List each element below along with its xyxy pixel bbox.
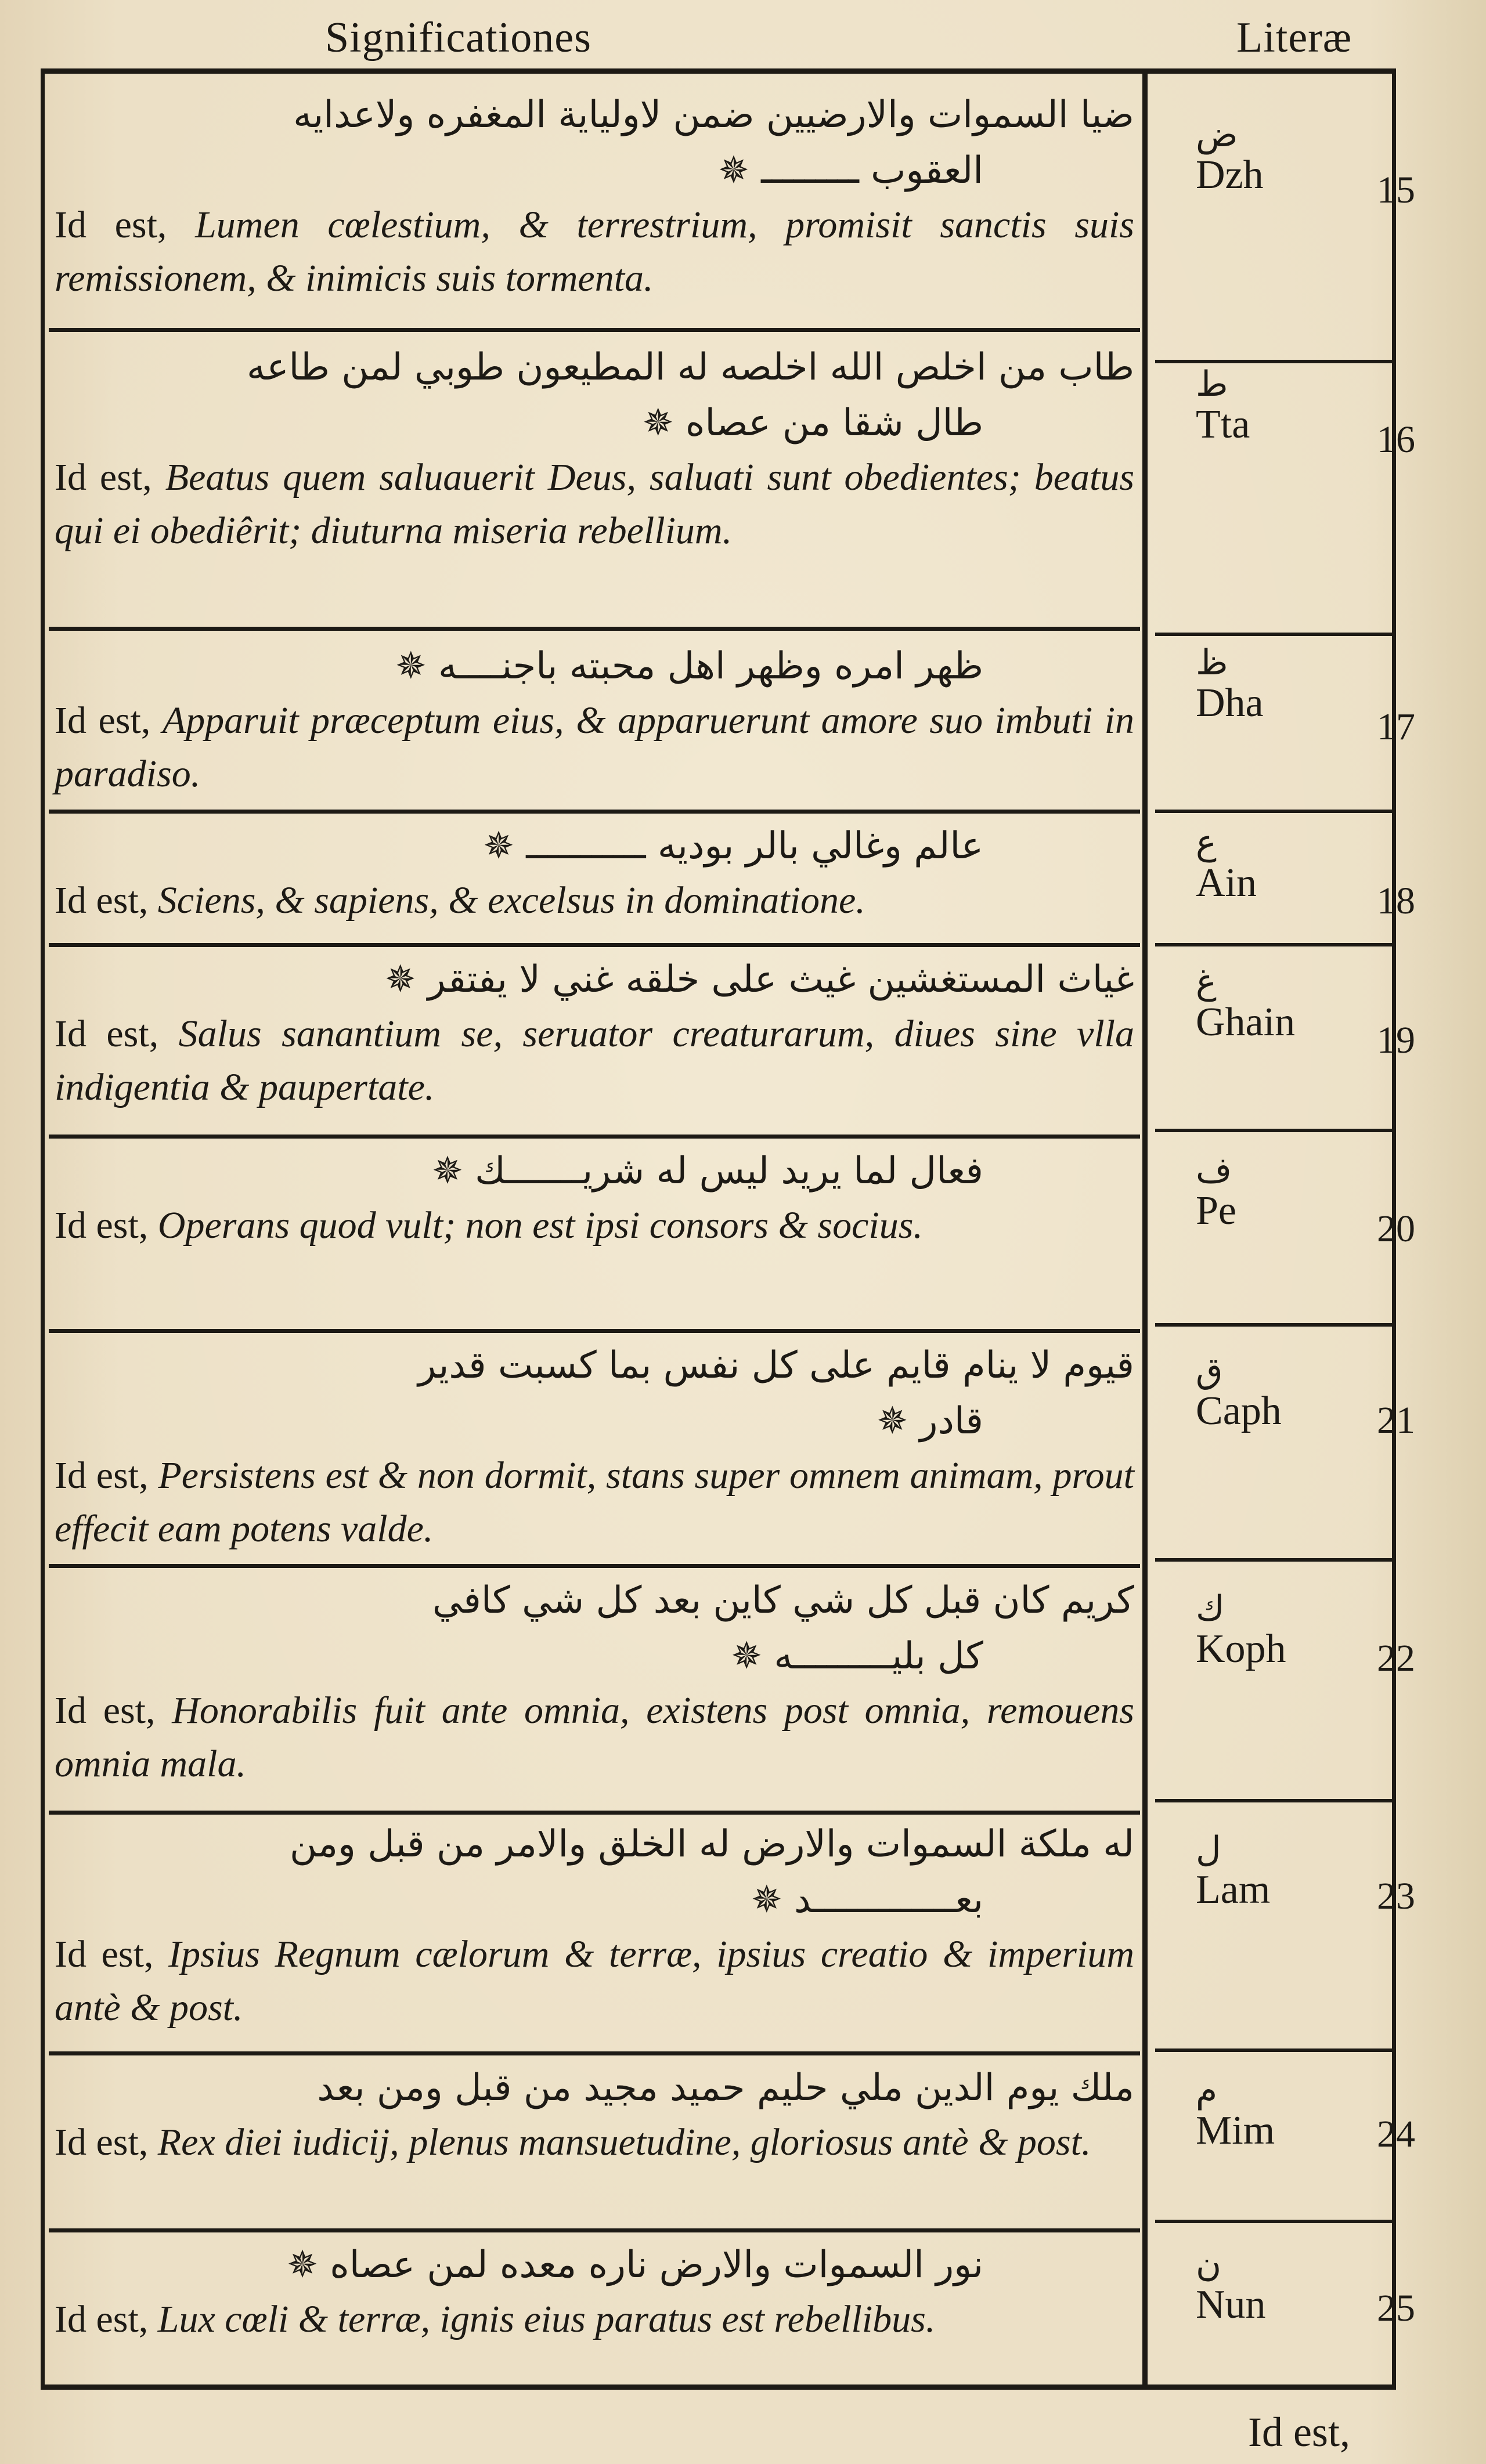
entry-separator xyxy=(49,1564,1140,1568)
letter-number: 24 xyxy=(1377,2113,1415,2155)
latin-text: Rex diei iudicij, plenus mansuetudine, gloriosus antè & post. xyxy=(157,2121,1091,2163)
letter-name: Pe xyxy=(1196,1188,1236,1233)
letter-cell xyxy=(1196,366,1335,447)
letter-cell xyxy=(1196,963,1335,1045)
letter-cell xyxy=(1196,824,1335,905)
arabic-line: نور السموات والارض ناره معده لمن عصاه ✵ xyxy=(287,2243,983,2286)
entry-20 xyxy=(49,1143,1140,1252)
entry-17 xyxy=(49,638,1140,801)
letter-number: 19 xyxy=(1377,1019,1415,1061)
arabic-line: قيوم لا ينام قايم على كل نفس بما كسبت قدير xyxy=(418,1344,1134,1387)
arabic-letter: ق xyxy=(1196,1350,1223,1391)
arabic-letter: ض xyxy=(1196,114,1238,155)
arabic-letter: ظ xyxy=(1196,642,1228,683)
letter-cell xyxy=(1196,1590,1335,1671)
latin-translation xyxy=(55,1449,1134,1556)
letter-name: Lam xyxy=(1196,1867,1271,1912)
letter-number: 15 xyxy=(1377,169,1415,211)
arabic-letter: غ xyxy=(1196,962,1217,1002)
catchword: Id est, xyxy=(1248,2409,1350,2455)
entry-18 xyxy=(49,818,1140,927)
entry-separator xyxy=(49,810,1140,814)
arabic-line: ملك يوم الدين ملي حليم حميد مجيد من قبل ومن بعد xyxy=(317,2066,1134,2109)
letter-separator xyxy=(1155,1129,1393,1132)
latin-translation xyxy=(55,198,1134,305)
letter-separator xyxy=(1155,943,1393,946)
entry-separator xyxy=(49,2228,1140,2232)
latin-text: Persistens est & non dormit, stans super omnem animam, prout effecit eam potens valde. xyxy=(55,1454,1135,1550)
letter-cell xyxy=(1196,2072,1335,2153)
letter-separator xyxy=(1155,2048,1393,2052)
entry-23 xyxy=(49,1816,1140,2035)
latin-translation xyxy=(55,1007,1134,1114)
arabic-line: له ملكة السموات والارض له الخلق والامر من قبل ومن xyxy=(290,1823,1134,1866)
entry-19 xyxy=(49,952,1140,1114)
letter-cell xyxy=(1196,116,1335,197)
latin-translation xyxy=(55,2293,1134,2346)
column-divider xyxy=(1142,68,1148,2390)
entry-separator xyxy=(49,1811,1140,1815)
letter-name: Nun xyxy=(1196,2282,1266,2327)
id-est-label: Id est, xyxy=(55,1013,159,1055)
latin-text: Sciens, & sapiens, & excelsus in dominatione. xyxy=(157,879,865,922)
arabic-line: قادر ✵ xyxy=(877,1400,983,1443)
letter-cell xyxy=(1196,2246,1335,2327)
letter-cell xyxy=(1196,1152,1335,1233)
latin-translation xyxy=(55,874,1134,927)
entry-separator xyxy=(49,1135,1140,1139)
letter-name: Ain xyxy=(1196,861,1257,905)
latin-translation xyxy=(55,1684,1134,1791)
letter-number: 17 xyxy=(1377,706,1415,748)
entry-separator xyxy=(49,328,1140,332)
letter-separator xyxy=(1155,1323,1393,1327)
latin-text: Salus sanantium se, seruator creaturarum, diues sine vlla indigentia & paupertate. xyxy=(55,1013,1135,1108)
arabic-line: العقوب ـــــــــ ✵ xyxy=(718,149,983,192)
column-header-literae: Literæ xyxy=(1236,14,1352,62)
letter-number: 20 xyxy=(1377,1208,1415,1250)
letter-number: 21 xyxy=(1377,1399,1415,1441)
entry-separator xyxy=(49,943,1140,947)
id-est-label: Id est, xyxy=(55,2298,149,2340)
letter-number: 23 xyxy=(1377,1875,1415,1917)
latin-text: Apparuit præceptum eius, & apparuerunt amore suo imbuti in paradiso. xyxy=(55,699,1135,795)
latin-text: Ipsius Regnum cælorum & terræ, ipsius creatio & imperium antè & post. xyxy=(55,1933,1135,2029)
latin-text: Operans quod vult; non est ipsi consors & socius. xyxy=(157,1204,923,1247)
id-est-label: Id est, xyxy=(55,2121,149,2163)
letter-name: Dzh xyxy=(1196,153,1264,197)
entry-separator xyxy=(49,627,1140,631)
arabic-line: عالم وغالي بالر بوديه ـــــــــــ ✵ xyxy=(483,825,983,868)
letter-cell xyxy=(1196,644,1335,725)
entry-25 xyxy=(49,2237,1140,2346)
letter-separator xyxy=(1155,633,1393,636)
arabic-letter: ع xyxy=(1196,822,1217,863)
letter-separator xyxy=(1155,1558,1393,1562)
id-est-label: Id est, xyxy=(55,699,151,742)
arabic-line: طاب من اخلص الله اخلصه له المطيعون طوبي لمن طاعه xyxy=(247,346,1134,389)
entry-15 xyxy=(49,87,1140,305)
id-est-label: Id est, xyxy=(55,1454,149,1497)
id-est-label: Id est, xyxy=(55,204,167,246)
id-est-label: Id est, xyxy=(55,1689,156,1732)
arabic-line: كريم كان قبل كل شي كاين بعد كل شي كافي xyxy=(432,1579,1134,1622)
arabic-letter: ن xyxy=(1196,2244,1222,2285)
latin-translation xyxy=(55,451,1134,558)
letter-number: 18 xyxy=(1377,880,1415,922)
letter-name: Tta xyxy=(1196,402,1250,447)
column-header-significationes: Significationes xyxy=(325,14,591,62)
arabic-line: بعـــــــــــــد ✵ xyxy=(751,1878,983,1921)
latin-text: Lux cœli & terræ, ignis eius paratus est rebellibus. xyxy=(157,2298,936,2340)
entry-16 xyxy=(49,339,1140,558)
entry-22 xyxy=(49,1573,1140,1791)
arabic-letter: ك xyxy=(1196,1588,1225,1629)
letter-separator xyxy=(1155,360,1393,363)
entry-separator xyxy=(49,1329,1140,1333)
letter-number: 22 xyxy=(1377,1637,1415,1679)
latin-text: Beatus quem saluauerit Deus, saluati sunt obedientes; beatus qui ei obediêrit; diuturna miseria rebellium. xyxy=(55,456,1135,552)
id-est-label: Id est, xyxy=(55,1933,154,1975)
latin-translation xyxy=(55,694,1134,801)
letter-cell xyxy=(1196,1831,1335,1912)
letter-name: Caph xyxy=(1196,1389,1282,1433)
letter-number: 16 xyxy=(1377,418,1415,461)
arabic-letter: ط xyxy=(1196,364,1228,404)
arabic-line: فعال لما يريد ليس له شريـــــــك ✵ xyxy=(432,1150,983,1193)
arabic-line: ضيا السموات والارضيين ضمن لاولياية المغفره ولاعدايه xyxy=(293,93,1134,136)
latin-translation xyxy=(55,1199,1134,1252)
letter-number: 25 xyxy=(1377,2287,1415,2329)
letter-separator xyxy=(1155,810,1393,813)
arabic-letter: ل xyxy=(1196,1829,1221,1870)
latin-text: Lumen cœlestium, & terrestrium, promisit sanctis suis remissionem, & inimicis suis tormenta. xyxy=(55,204,1135,299)
arabic-line: غياث المستغشين غيث على خلقه غني لا يفتقر ✵ xyxy=(384,958,1134,1001)
arabic-line: ظهر امره وظهر اهل محبته باجنــــه ✵ xyxy=(395,645,983,688)
entry-24 xyxy=(49,2060,1140,2169)
arabic-line: طال شقا من عصاه ✵ xyxy=(642,402,983,445)
latin-translation xyxy=(55,2116,1134,2169)
letter-separator xyxy=(1155,2220,1393,2223)
letter-cell xyxy=(1196,1352,1335,1433)
latin-translation xyxy=(55,1928,1134,2035)
id-est-label: Id est, xyxy=(55,879,149,922)
id-est-label: Id est, xyxy=(55,456,152,498)
id-est-label: Id est, xyxy=(55,1204,149,1247)
letter-name: Ghain xyxy=(1196,1000,1296,1045)
letter-name: Koph xyxy=(1196,1627,1286,1671)
letter-name: Mim xyxy=(1196,2108,1275,2153)
arabic-letter: ف xyxy=(1196,1150,1232,1191)
arabic-letter: م xyxy=(1196,2070,1218,2111)
letter-name: Dha xyxy=(1196,681,1264,725)
arabic-line: كل بليـــــــــه ✵ xyxy=(731,1635,983,1678)
entry-separator xyxy=(49,2051,1140,2055)
letter-separator xyxy=(1155,1799,1393,1802)
entry-21 xyxy=(49,1338,1140,1556)
latin-text: Honorabilis fuit ante omnia, existens post omnia, remouens omnia mala. xyxy=(55,1689,1135,1785)
